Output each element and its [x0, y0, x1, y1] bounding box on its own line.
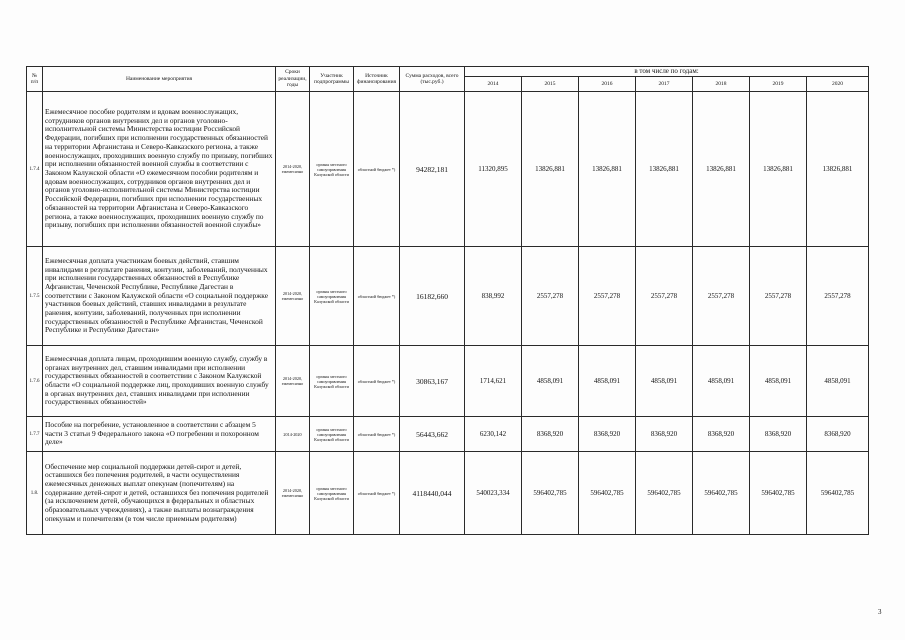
row-name: Ежемесячная доплата участникам боевых действий, ставшим инвалидами в результате ранения, контузии, заболеваний, полученных при исполнении государственных обязанностей в Республике Афганистан, Чеченской Республике, Республике Дагестан в соответствии с Законом Калужской области «О социальной поддержке участников боевых действий, ставших инвалидами в результате ранения, контузии, заболеваний, полученных при исполнении государственных обязанностей в Республике Афганистан, Чеченской Республике и Республике Дагестан»: [43, 247, 276, 346]
row-terms: 2014-2020, ежемесячно: [276, 452, 310, 535]
row-total: 56443,662: [400, 417, 465, 452]
row-year-value: 13826,881: [807, 92, 869, 247]
row-participant: органы местного самоуправления Калужской области: [310, 452, 354, 535]
row-year-value: 13826,881: [579, 92, 636, 247]
row-year-value: 13826,881: [693, 92, 750, 247]
row-year-value: 838,992: [465, 247, 522, 346]
row-year-value: 596402,785: [579, 452, 636, 535]
header-name: Наименование мероприятия: [43, 67, 276, 92]
header-year: 2020: [807, 77, 869, 92]
row-year-value: 2557,278: [636, 247, 693, 346]
table-row: [27, 452, 869, 535]
row-total: 30863,167: [400, 346, 465, 417]
row-year-value: 8368,920: [522, 417, 579, 452]
row-year-value: 2557,278: [522, 247, 579, 346]
page-number: 3: [878, 608, 882, 616]
row-year-value: 11320,895: [465, 92, 522, 247]
header-year: 2018: [693, 77, 750, 92]
row-year-value: 13826,881: [522, 92, 579, 247]
row-total: 16182,660: [400, 247, 465, 346]
row-number: 1.7.4: [27, 92, 43, 247]
row-year-value: 596402,785: [750, 452, 807, 535]
header-year: 2019: [750, 77, 807, 92]
header-source: Источник финансирования: [354, 67, 400, 92]
row-year-value: 8368,920: [807, 417, 869, 452]
row-year-value: 13826,881: [636, 92, 693, 247]
row-year-value: 4858,091: [750, 346, 807, 417]
header-row: [27, 67, 869, 77]
row-year-value: 4858,091: [693, 346, 750, 417]
row-year-value: 4858,091: [522, 346, 579, 417]
row-year-value: 2557,278: [579, 247, 636, 346]
row-year-value: 13826,881: [750, 92, 807, 247]
row-name: Пособие на погребение, установленное в соответствии с абзацем 5 части 3 статьи 9 Федерального закона «О погребении и похоронном деле»: [43, 417, 276, 452]
row-terms: 2014-2020, ежемесячно: [276, 92, 310, 247]
row-year-value: 8368,920: [636, 417, 693, 452]
row-source: областной бюджет *): [354, 346, 400, 417]
row-year-value: 2557,278: [807, 247, 869, 346]
row-year-value: 4858,091: [636, 346, 693, 417]
row-number: 1.7.5: [27, 247, 43, 346]
header-participant: Участник подпрограммы: [310, 67, 354, 92]
table-row: [27, 92, 869, 247]
header-total: Сумма расходов, всего (тыс.руб.): [400, 67, 465, 92]
row-year-value: 4858,091: [807, 346, 869, 417]
row-year-value: 596402,785: [693, 452, 750, 535]
row-total: 4118440,044: [400, 452, 465, 535]
row-participant: органы местного самоуправления Калужской области: [310, 247, 354, 346]
row-terms: 2014-2020: [276, 417, 310, 452]
row-total: 94282,181: [400, 92, 465, 247]
row-terms: 2014-2020, ежемесячно: [276, 346, 310, 417]
row-year-value: 8368,920: [750, 417, 807, 452]
row-name: Обеспечение мер социальной поддержки детей-сирот и детей, оставшихся без попечения родителей, в части осуществления ежемесячных денежных выплат опекунам (попечителям) на содержание детей-сирот и детей, оставшихся без попечения родителей (за исключением детей, обучающихся в федеральных и областных образовательных учреждениях), а также выплаты вознаграждения опекунам и попечителям (в том числе приемным родителям): [43, 452, 276, 535]
header-years-group: в том числе по годам:: [465, 67, 869, 77]
row-year-value: 596402,785: [522, 452, 579, 535]
table-row: [27, 346, 869, 417]
row-year-value: 4858,091: [579, 346, 636, 417]
row-source: областной бюджет *): [354, 452, 400, 535]
row-name: Ежемесячное пособие родителям и вдовам военнослужащих, сотрудников органов внутренних дел и органов уголовно-исполнительной системы Министерства юстиции Российской Федерации, погибших при исполнении государственных обязанностей на территории Афганистана и Северо-Кавказского региона, а также военнослужащих, проходивших военную службу по призыву, погибших при исполнении обязанностей военной службы в соответствии с Законом Калужской области «О ежемесячном пособии родителям и вдовам военнослужащих, сотрудников органов внутренних дел и органов уголовно-исполнительной системы Министерства юстиции Российской Федерации, погибших при исполнении государственных обязанностей на территории Афганистана и Северо-Кавказского региона, а также военнослужащих, проходивших военную службу по призыву, погибших при исполнении обязанностей военной службы»: [43, 92, 276, 247]
row-participant: органы местного самоуправления Калужской области: [310, 92, 354, 247]
row-year-value: 8368,920: [579, 417, 636, 452]
row-source: областной бюджет *): [354, 92, 400, 247]
header-terms: Сроки реализации, годы: [276, 67, 310, 92]
row-participant: органы местного самоуправления Калужской области: [310, 417, 354, 452]
table-row: [27, 247, 869, 346]
program-table: [26, 66, 869, 535]
row-number: 1.8.: [27, 452, 43, 535]
row-name: Ежемесячная доплата лицам, проходившим военную службу, службу в органах внутренних дел, ставшим инвалидами при исполнении государственных обязанностей в соответствии с Законом Калужской области «О социальной поддержке лиц, проходивших военную службу в органах внутренних дел, ставших инвалидами при исполнении государственных обязанностей»: [43, 346, 276, 417]
row-participant: органы местного самоуправления Калужской области: [310, 346, 354, 417]
header-year: 2015: [522, 77, 579, 92]
row-year-value: 540023,334: [465, 452, 522, 535]
row-year-value: 6230,142: [465, 417, 522, 452]
header-year: 2014: [465, 77, 522, 92]
header-year: 2017: [636, 77, 693, 92]
row-terms: 2014-2020, ежемесячно: [276, 247, 310, 346]
header-year: 2016: [579, 77, 636, 92]
table-row: [27, 417, 869, 452]
row-source: областной бюджет *): [354, 247, 400, 346]
row-year-value: 8368,920: [693, 417, 750, 452]
row-number: 1.7.6: [27, 346, 43, 417]
row-year-value: 2557,278: [750, 247, 807, 346]
row-year-value: 2557,278: [693, 247, 750, 346]
row-number: 1.7.7: [27, 417, 43, 452]
row-year-value: 596402,785: [636, 452, 693, 535]
header-number: № п/п: [27, 67, 43, 92]
row-year-value: 596402,785: [807, 452, 869, 535]
row-source: областной бюджет *): [354, 417, 400, 452]
row-year-value: 1714,621: [465, 346, 522, 417]
